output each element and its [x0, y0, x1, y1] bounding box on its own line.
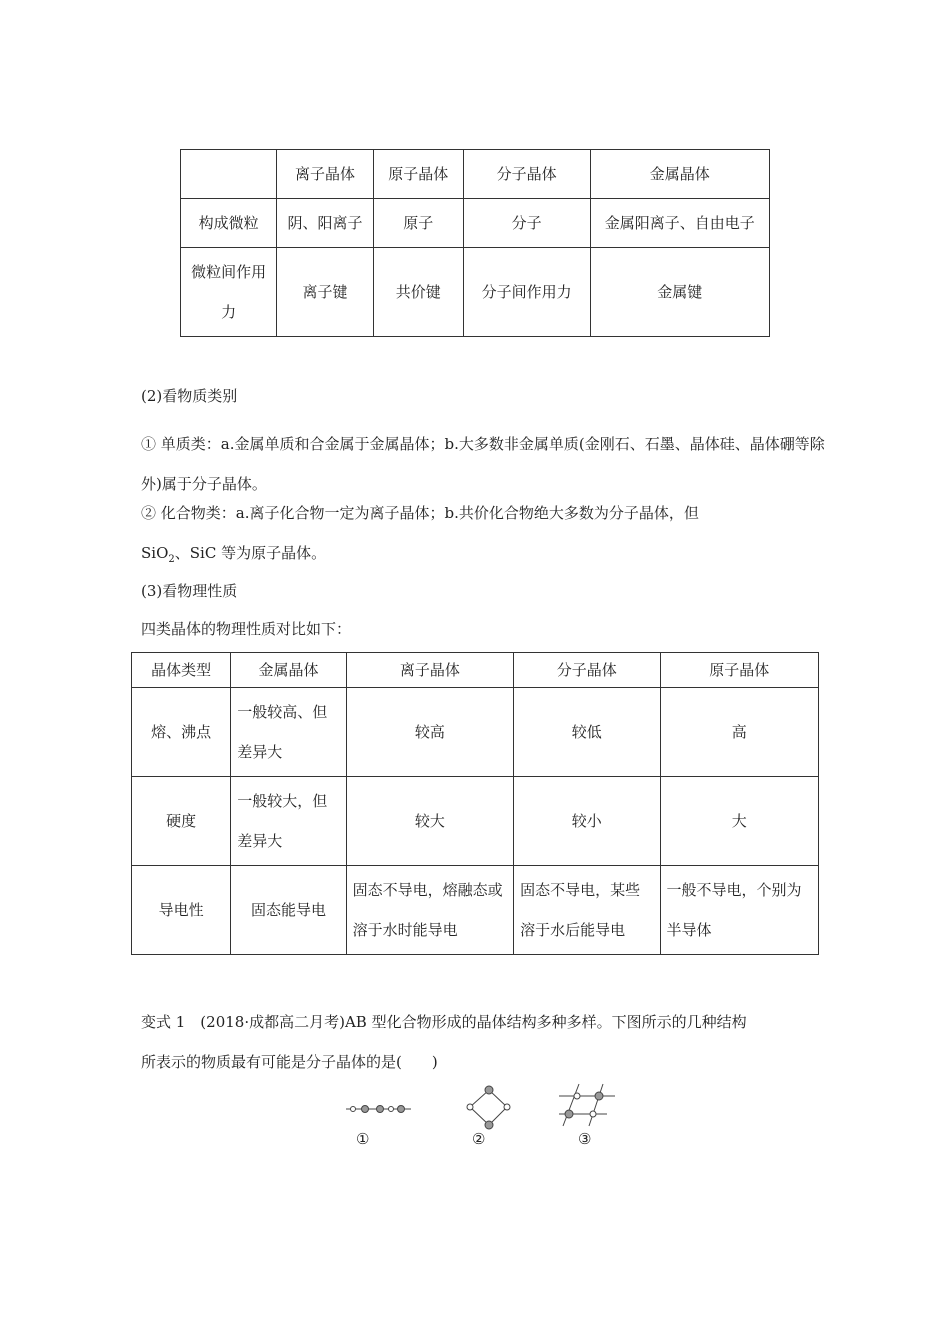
table-cell: 晶体类型	[132, 653, 231, 688]
paragraph	[141, 543, 841, 570]
table-cell: 一般较大，但差异大	[231, 777, 346, 866]
table-cell: 微粒间作用力	[181, 248, 277, 337]
figure-label: ③	[578, 1130, 592, 1148]
table-cell: 离子晶体	[346, 653, 513, 688]
table-cell: 离子晶体	[277, 150, 373, 199]
table-cell: 较小	[514, 777, 660, 866]
table-cell: 导电性	[132, 866, 231, 955]
table-cell: 熔、沸点	[132, 688, 231, 777]
paragraph: ② 化合物类：a.离子化合物一定为离子晶体；b.共价化合物绝大多数为分子晶体，但	[141, 504, 699, 522]
paragraph: 四类晶体的物理性质对比如下：	[141, 620, 352, 638]
table-cell: 固态不导电，某些溶于水后能导电	[514, 866, 660, 955]
table-cell: 较低	[514, 688, 660, 777]
question-line: 变式 1 (2018·成都高二月考)AB 型化合物形成的晶体结构多种多样。下图所示的几种结构	[141, 1013, 747, 1031]
table-cell: 分子晶体	[514, 653, 660, 688]
table-row	[132, 688, 819, 777]
lattice-structure-figure	[557, 1080, 617, 1128]
table-cell	[181, 150, 277, 199]
table-cell: 固态能导电	[231, 866, 346, 955]
particle-table	[180, 149, 770, 337]
section-title: (2)看物质类别	[141, 387, 238, 405]
table-cell: 原子晶体	[660, 653, 818, 688]
paragraph: ① 单质类：a.金属单质和合金属于金属晶体；b.大多数非金属单质(金刚石、石墨、晶体硅、晶体硼等除外)属于分子晶体。	[141, 435, 825, 493]
table-cell: 共价键	[373, 248, 463, 337]
table-cell: 一般较高、但差异大	[231, 688, 346, 777]
figure-label: ②	[472, 1130, 486, 1148]
table-row	[181, 199, 770, 248]
table-cell: 构成微粒	[181, 199, 277, 248]
table-row	[132, 777, 819, 866]
question-line: 所表示的物质最有可能是分子晶体的是( )	[141, 1053, 438, 1071]
property-table	[131, 652, 819, 955]
ring-structure-figure	[463, 1085, 518, 1130]
chain-structure-figure	[343, 1085, 413, 1115]
table-cell: 较大	[346, 777, 513, 866]
table-cell: 原子	[373, 199, 463, 248]
formula-text: SiO	[141, 544, 169, 562]
table-cell: 高	[660, 688, 818, 777]
table-cell: 大	[660, 777, 818, 866]
table-cell: 金属晶体	[590, 150, 769, 199]
table-cell: 金属键	[590, 248, 769, 337]
paragraph-text: 、SiC 等为原子晶体。	[174, 544, 327, 562]
table-cell: 金属晶体	[231, 653, 346, 688]
table-cell: 固态不导电，熔融态或溶于水时能导电	[346, 866, 513, 955]
table-cell: 一般不导电，个别为半导体	[660, 866, 818, 955]
table-cell: 硬度	[132, 777, 231, 866]
figure-label: ①	[356, 1130, 370, 1148]
table-cell: 阴、阳离子	[277, 199, 373, 248]
table-row	[181, 150, 770, 199]
table-row	[132, 653, 819, 688]
table-cell: 金属阳离子、自由电子	[590, 199, 769, 248]
table-row	[132, 866, 819, 955]
section-title: (3)看物理性质	[141, 582, 238, 600]
table-cell: 分子	[463, 199, 590, 248]
table-cell: 分子晶体	[463, 150, 590, 199]
table-row	[181, 248, 770, 337]
table-cell: 较高	[346, 688, 513, 777]
table-cell: 分子间作用力	[463, 248, 590, 337]
table-cell: 原子晶体	[373, 150, 463, 199]
table-cell: 离子键	[277, 248, 373, 337]
formula-subscript: 2	[168, 554, 175, 565]
